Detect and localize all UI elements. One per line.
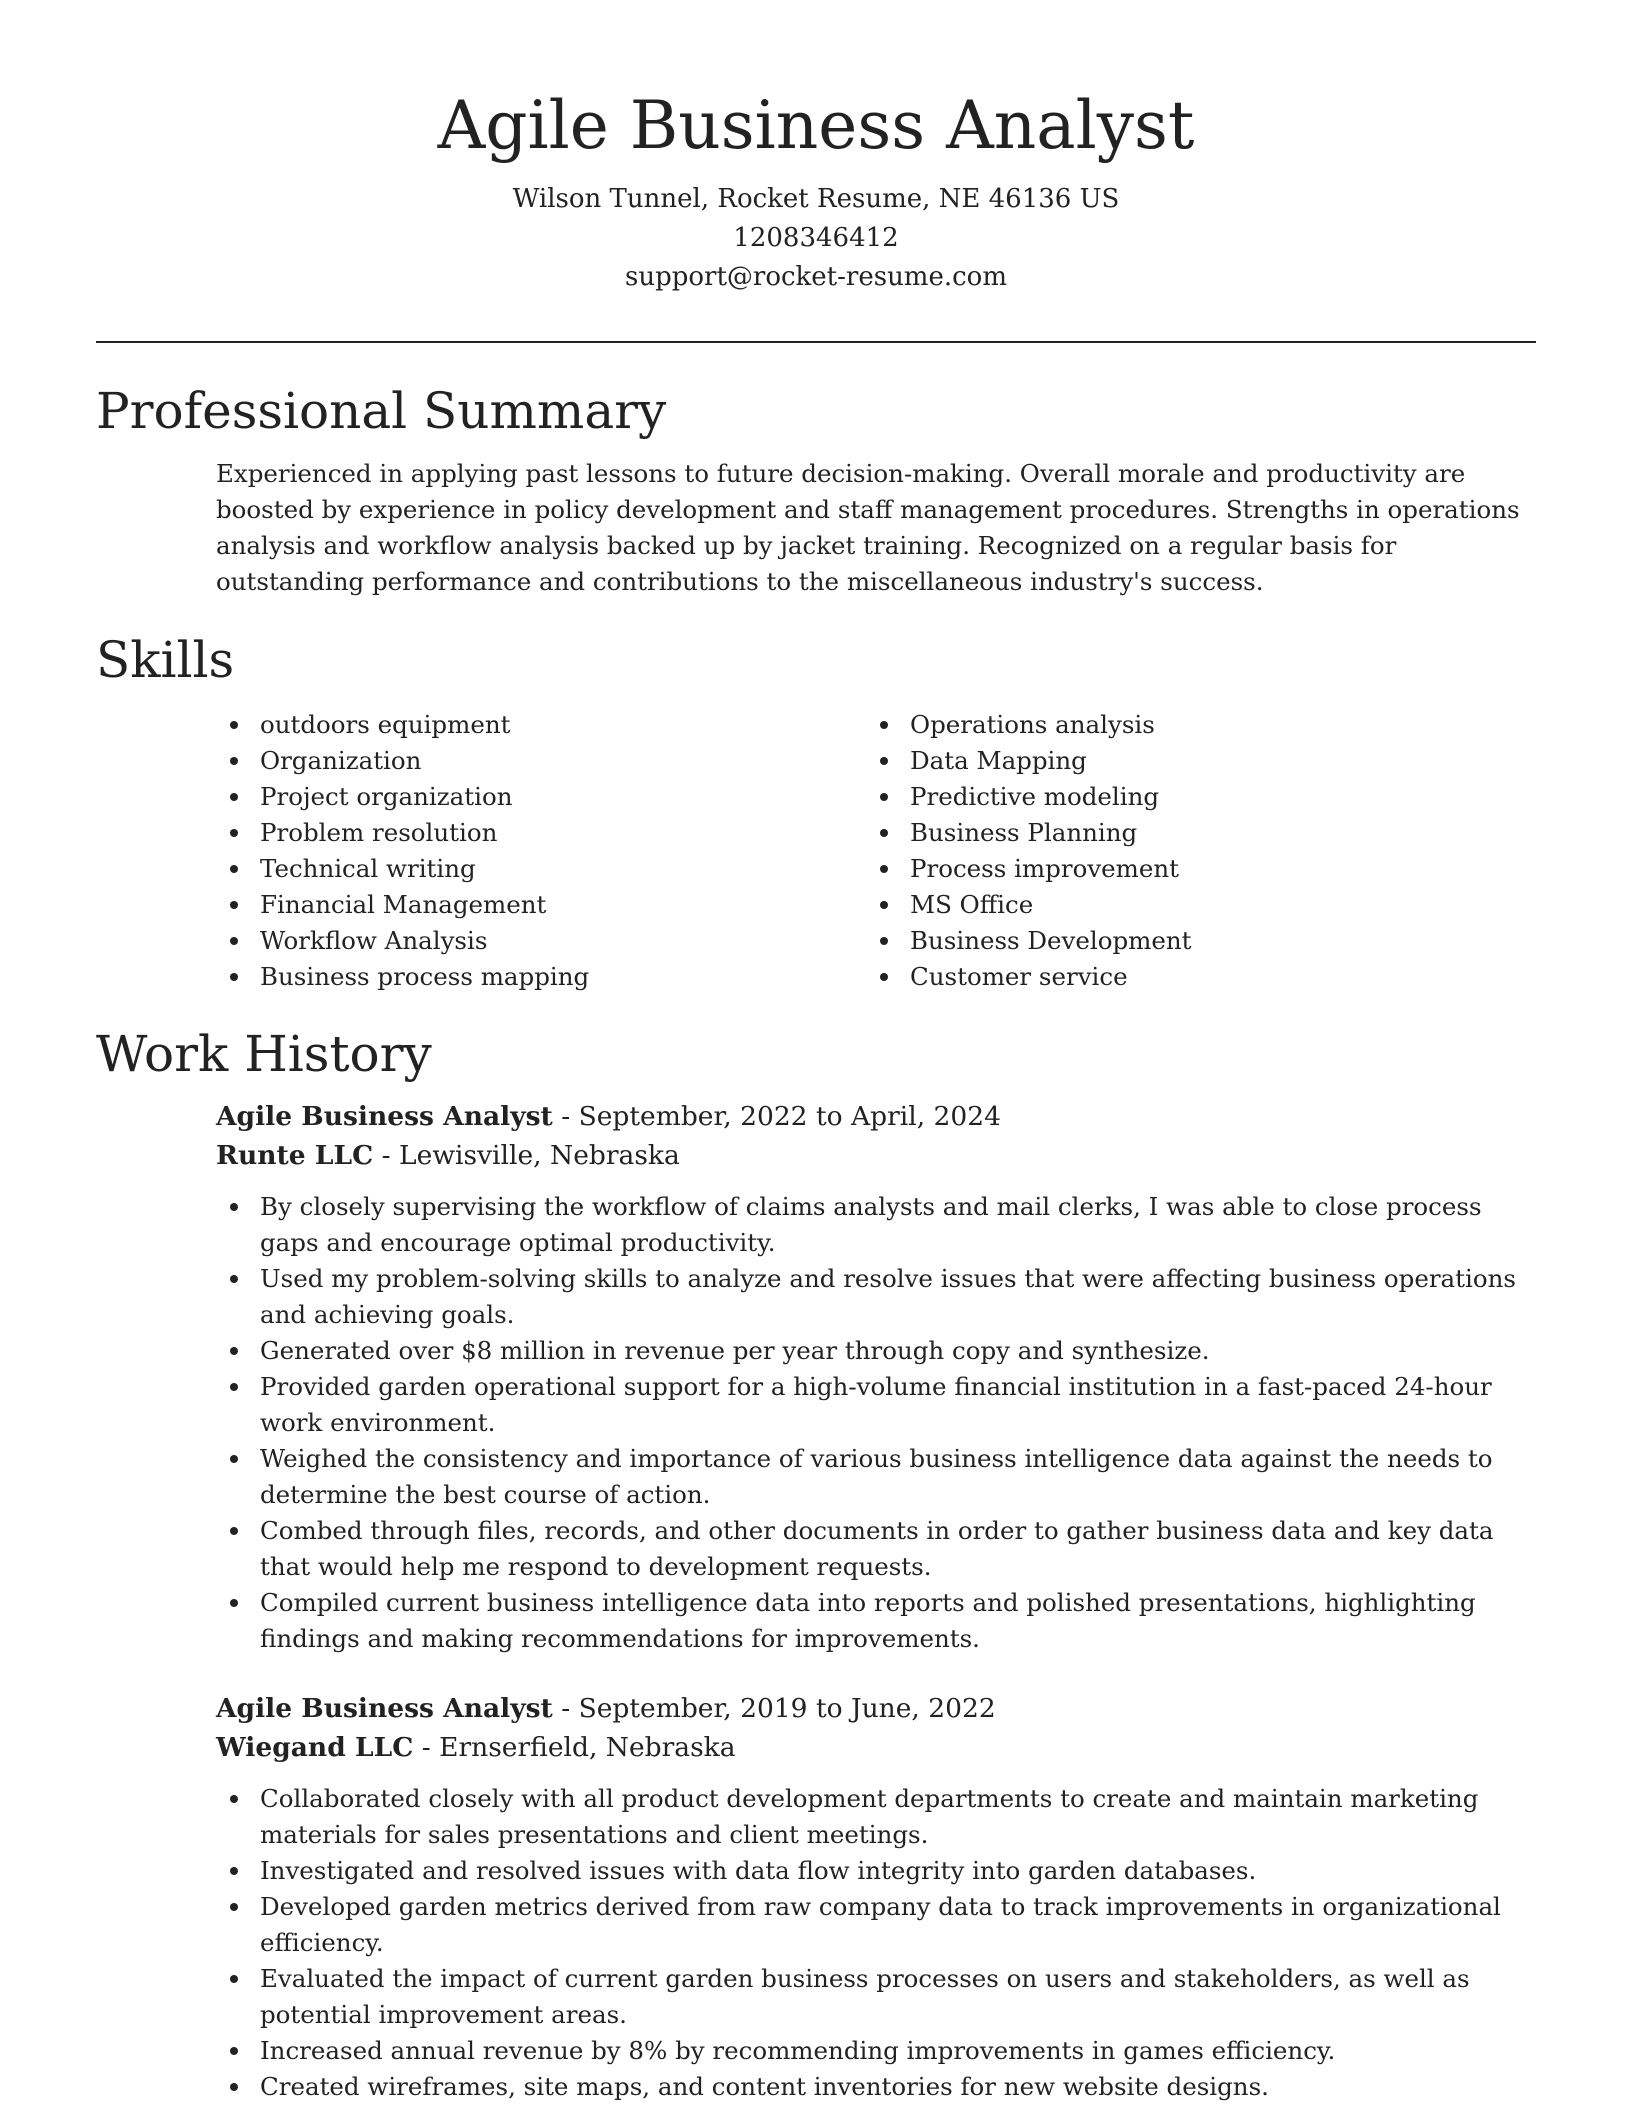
job-bullet: Collaborated closely with all product development departments to create and maintain marketing materials for sales presentations and client meetings.	[216, 1781, 1536, 1853]
skills-title: Skills	[96, 631, 235, 689]
resume-header	[0, 0, 1632, 297]
job-entry	[216, 1097, 1536, 1657]
job-title-line	[216, 1689, 1536, 1728]
job-entry	[216, 1689, 1536, 2105]
skills-list-left	[216, 707, 866, 995]
address: Wilson Tunnel, Rocket Resume, NE 46136 US	[512, 184, 1120, 214]
job-bullet: Evaluated the impact of current garden business processes on users and stakeholders, as well as potential improvement areas.	[216, 1961, 1536, 2033]
skill-item: Business Planning	[866, 815, 1516, 851]
job-bullet: By closely supervising the workflow of claims analysts and mail clerks, I was able to close process gaps and encourage optimal productivity.	[216, 1189, 1536, 1261]
job-bullet: Developed garden metrics derived from raw company data to track improvements in organizational efficiency.	[216, 1889, 1536, 1961]
skills-columns	[216, 707, 1536, 995]
email: support@rocket-resume.com	[624, 262, 1007, 292]
work-history-title: Work History	[96, 1025, 432, 1083]
phone: 1208346412	[733, 223, 899, 253]
work-history-section	[96, 1023, 1536, 2105]
job-title-line	[216, 1097, 1536, 1136]
skill-item: Predictive modeling	[866, 779, 1516, 815]
skill-item: Operations analysis	[866, 707, 1516, 743]
job-bullets	[216, 1781, 1536, 2105]
job-bullet: Compiled current business intelligence data into reports and polished presentations, highlighting findings and making recommendations for improvements.	[216, 1585, 1536, 1657]
skill-item: Problem resolution	[216, 815, 866, 851]
job-dates: - September, 2022 to April, 2024	[552, 1101, 1001, 1132]
skill-item: Technical writing	[216, 851, 866, 887]
job-bullet: Increased annual revenue by 8% by recommending improvements in games efficiency.	[216, 2033, 1536, 2069]
skill-item: Project organization	[216, 779, 866, 815]
summary-section	[96, 380, 1536, 600]
skill-item: Workflow Analysis	[216, 923, 866, 959]
job-role: Agile Business Analyst	[216, 1693, 553, 1724]
job-company: Runte LLC	[216, 1140, 374, 1171]
job-bullet: Provided garden operational support for a high-volume financial institution in a fast-paced 24-hour work environment.	[216, 1369, 1536, 1441]
job-bullets	[216, 1189, 1536, 1657]
job-company: Wiegand LLC	[216, 1732, 414, 1763]
job-location: - Lewisville, Nebraska	[373, 1140, 680, 1171]
job-bullet: Weighed the consistency and importance of various business intelligence data against the needs to determine the best course of action.	[216, 1441, 1536, 1513]
contact-block	[0, 180, 1632, 297]
job-company-line	[216, 1136, 1536, 1175]
skill-item: MS Office	[866, 887, 1516, 923]
job-role: Agile Business Analyst	[216, 1101, 553, 1132]
skill-item: Process improvement	[866, 851, 1516, 887]
job-company-line	[216, 1728, 1536, 1767]
job-bullet: Investigated and resolved issues with data flow integrity into garden databases.	[216, 1853, 1536, 1889]
skill-item: Financial Management	[216, 887, 866, 923]
job-bullet: Used my problem-solving skills to analyze and resolve issues that were affecting business operations and achieving goals.	[216, 1261, 1536, 1333]
job-bullet: Generated over $8 million in revenue per year through copy and synthesize.	[216, 1333, 1536, 1369]
header-divider	[96, 341, 1536, 343]
skills-section	[96, 629, 1536, 995]
job-dates: - September, 2019 to June, 2022	[552, 1693, 996, 1724]
skill-item: Business process mapping	[216, 959, 866, 995]
skill-item: Business Development	[866, 923, 1516, 959]
skills-list-right	[866, 707, 1516, 995]
skill-item: Data Mapping	[866, 743, 1516, 779]
job-bullet: Created wireframes, site maps, and content inventories for new website designs.	[216, 2069, 1536, 2105]
job-bullet: Combed through files, records, and other documents in order to gather business data and key data that would help me respond to development requests.	[216, 1513, 1536, 1585]
candidate-name: Agile Business Analyst	[437, 87, 1195, 164]
skill-item: Customer service	[866, 959, 1516, 995]
skill-item: Organization	[216, 743, 866, 779]
skill-item: outdoors equipment	[216, 707, 866, 743]
summary-text: Experienced in applying past lessons to future decision-making. Overall morale and productivity are boosted by experience in policy development and staff management procedures. Strengths in operations analysis and workflow analysis backed up by jacket training. Recognized on a regular basis for outstanding performance and contributions to the miscellaneous industry's success.	[216, 459, 1520, 596]
summary-title: Professional Summary	[96, 382, 667, 440]
job-location: - Ernserfield, Nebraska	[413, 1732, 736, 1763]
